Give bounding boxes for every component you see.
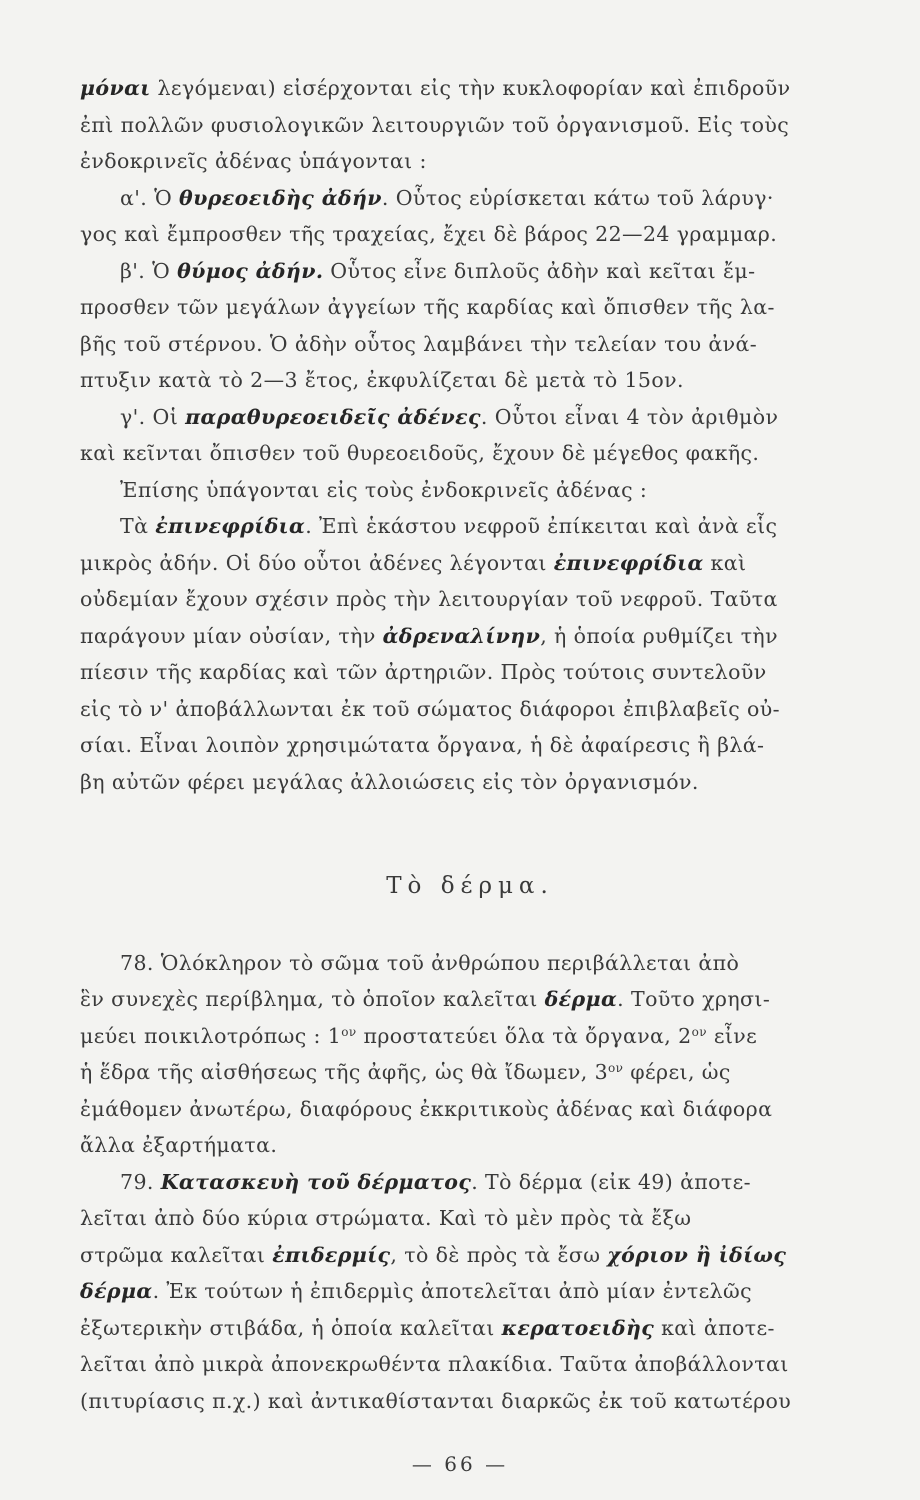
text-line: πίεσιν τῆς καρδίας καὶ τῶν ἀρτηριῶν. Πρὸς τούτοις συντελοῦν xyxy=(80,660,767,684)
page-text xyxy=(80,70,860,1419)
emphasized-term: δέρμα xyxy=(544,987,618,1011)
text-line: 78. Ὁλόκληρον τὸ σῶμα τοῦ ἀνθρώπου περιβάλλεται ἀπὸ xyxy=(120,950,740,975)
text-line: Τὰ ἐπινεφρίδια. Ἐπὶ ἑκάστου νεφροῦ ἐπίκειται καὶ ἀνὰ εἷς xyxy=(120,514,778,538)
text-line: γος καὶ ἔμπροσθεν τῆς τραχείας, ἔχει δὲ βάρος 22—24 γραμμαρ. xyxy=(80,222,778,246)
text-line: ἓν συνεχὲς περίβλημα, τὸ ὁποῖον καλεῖται δέρμα. Τοῦτο χρησι- xyxy=(80,987,771,1011)
text-line: οὐδεμίαν ἔχουν σχέσιν πρὸς τὴν λειτουργίαν τοῦ νεφροῦ. Ταῦτα xyxy=(80,587,778,611)
text-line: προσθεν τῶν μεγάλων ἀγγείων τῆς καρδίας καὶ ὄπισθεν τῆς λα- xyxy=(80,295,775,319)
text-line: α'. Ὁ θυρεοειδὴς ἀδήν. Οὗτος εὑρίσκεται κάτω τοῦ λάρυγ· xyxy=(120,185,774,210)
text-line: ἄλλα ἐξαρτήματα. xyxy=(80,1133,278,1157)
text-line: εἰς τὸ ν' ἀποβάλλωνται ἐκ τοῦ σώματος διάφοροι ἐπιβλαβεῖς οὐ- xyxy=(80,696,780,721)
text-line: βῆς τοῦ στέρνου. Ὁ ἀδὴν οὗτος λαμβάνει τὴν τελείαν του ἀνά- xyxy=(80,331,758,356)
text-line: λεῖται ἀπὸ δύο κύρια στρώματα. Καὶ τὸ μὲν πρὸς τὰ ἔξω xyxy=(80,1206,692,1230)
text-line: μεύει ποικιλοτρόπως : $1^{o\nu}$ προστατεύει ὅλα τὰ ὄργανα, $2^{o\nu}$ εἶνε xyxy=(80,1023,758,1048)
text-line: γ'. Οἱ παραθυρεοειδεῖς ἀδένες. Οὗτοι εἶναι 4 τὸν ἀριθμὸν xyxy=(120,404,779,429)
text-line: λεῖται ἀπὸ μικρὰ ἀπονεκρωθέντα πλακίδια. Ταῦτα ἀποβάλλονται xyxy=(80,1352,789,1376)
emphasized-term: Κατασκευὴ τοῦ δέρματος xyxy=(160,1169,472,1194)
emphasized-term: ἀδρεναλίνην xyxy=(382,623,541,648)
text-line: σίαι. Εἶναι λοιπὸν χρησιμώτατα ὄργανα, ἡ δὲ ἀφαίρεσις ἢ βλά- xyxy=(80,733,765,757)
text-line: ἐπὶ πολλῶν φυσιολογικῶν λειτουργιῶν τοῦ ὀργανισμοῦ. Εἰς τοὺς xyxy=(80,112,790,137)
text-line: ἐμάθομεν ἀνωτέρω, διαφόρους ἐκκριτικοὺς ἀδένας καὶ διάφορα xyxy=(80,1096,773,1121)
text-line: ἐνδοκρινεῖς ἀδένας ὑπάγονται : xyxy=(80,149,427,173)
emphasized-term: παραθυρεοειδεῖς ἀδένες xyxy=(185,404,481,429)
emphasized-term: ἐπιδερμίς xyxy=(272,1242,391,1267)
text-line: μικρὸς ἀδήν. Οἱ δύο οὗτοι ἀδένες λέγονται ἐπινεφρίδια καὶ xyxy=(80,550,747,575)
text-line: δέρμα. Ἐκ τούτων ἡ ἐπιδερμὶς ἀποτελεῖται ἀπὸ μίαν ἐντελῶς xyxy=(80,1279,753,1303)
text-line: καὶ κεῖνται ὄπισθεν τοῦ θυρεοειδοῦς, ἔχουν δὲ μέγεθος φακῆς. xyxy=(80,441,760,465)
text-line: ἐξωτερικὴν στιβάδα, ἡ ὁποία καλεῖται κερατοειδὴς καὶ ἀποτε- xyxy=(80,1315,775,1340)
text-line: 79. Κατασκευὴ τοῦ δέρματος. Τὸ δέρμα (εἰκ 49) ἀποτε- xyxy=(120,1169,752,1194)
text-line: μόναι λεγόμεναι) εἰσέρχονται εἰς τὴν κυκλοφορίαν καὶ ἐπιδροῦν xyxy=(80,76,791,100)
emphasized-term: ἐπινεφρίδια xyxy=(155,514,306,538)
text-line: παράγουν μίαν οὐσίαν, τὴν ἀδρεναλίνην, ἡ ὁποία ρυθμίζει τὴν xyxy=(80,623,778,648)
emphasized-term: χόριον ἢ ἰδίως xyxy=(607,1242,787,1267)
text-line: β'. Ὁ θύμος ἀδήν. Οὗτος εἶνε διπλοῦς ἀδὴν καὶ κεῖται ἔμ- xyxy=(120,258,756,283)
text-line: πτυξιν κατὰ τὸ 2—3 ἔτος, ἐκφυλίζεται δὲ μετὰ τὸ 15ον. xyxy=(80,368,684,392)
emphasized-term: κερατοειδὴς xyxy=(501,1315,655,1340)
page-number: — 66 — xyxy=(411,1452,509,1476)
text-line: (πιτυρίασις π.χ.) καὶ ἀντικαθίστανται διαρκῶς ἐκ τοῦ κατωτέρου xyxy=(80,1388,792,1413)
emphasized-term: μόναι xyxy=(80,76,151,100)
section-heading: Τὸ δέρμα. xyxy=(386,873,554,899)
emphasized-term: θύμος ἀδήν. xyxy=(177,258,324,283)
emphasized-term: ἐπινεφρίδια xyxy=(553,550,704,575)
emphasized-term: δέρμα xyxy=(80,1279,153,1303)
text-line: Ἐπίσης ὑπάγονται εἰς τοὺς ἐνδοκρινεῖς ἀδένας : xyxy=(120,477,648,502)
emphasized-term: θυρεοειδὴς ἀδήν xyxy=(179,185,382,210)
text-line: ἡ ἕδρα τῆς αἰσθήσεως τῆς ἀφῆς, ὡς θὰ ἴδωμεν, $3^{o\nu}$ φέρει, ὡς xyxy=(80,1060,731,1084)
text-line: βη αὐτῶν φέρει μεγάλας ἀλλοιώσεις εἰς τὸν ὀργανισμόν. xyxy=(80,769,699,794)
text-line: στρῶμα καλεῖται ἐπιδερμίς, τὸ δὲ πρὸς τὰ ἔσω χόριον ἢ ἰδίως xyxy=(80,1242,787,1267)
